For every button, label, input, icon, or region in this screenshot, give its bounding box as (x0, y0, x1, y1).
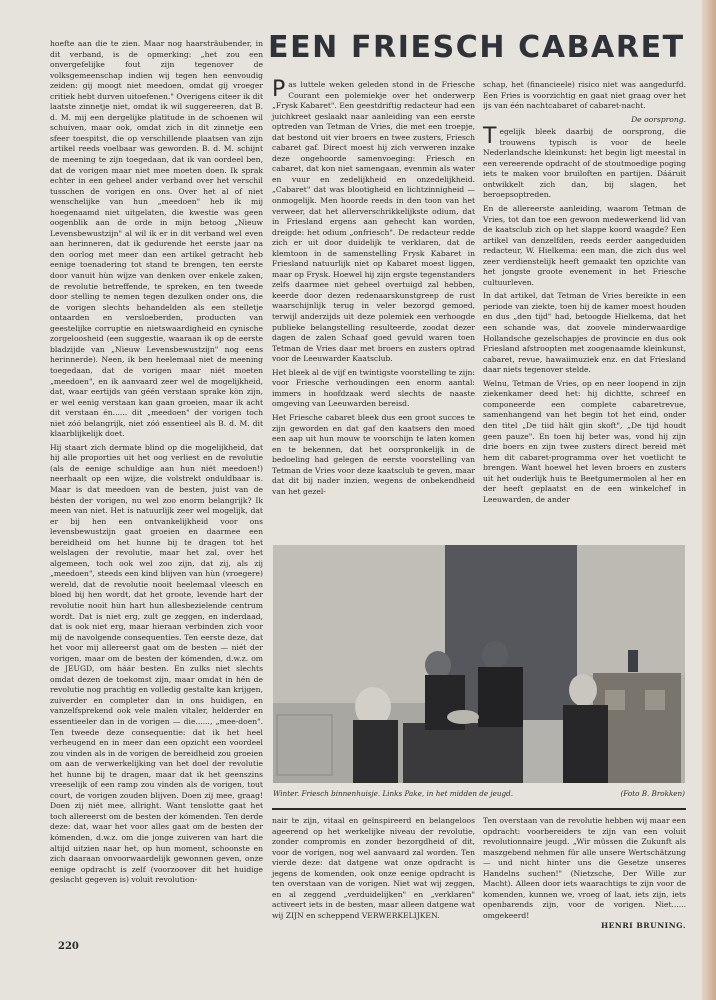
middle-paragraph: Pas luttele weken geleden stond in de Friesche Courant een polemiekje over het onderwerp „Frysk Kabaret". Een geestdriftig redacteur had een juichkreet geslaakt naar aanleiding van een eerste optreden van Tetman de Vries, die met een troepje, dat bestond uit vier broers en twee zusters, Friesch cabaret gaf. Direct moest hij zich verweren inzake deze ongehoorde samenvoeging: Friesch en cabaret, dat kon niet samengaan, evenmin als water en vuur en zedelijkheid en onzedelijkheid. „Cabaret" dat was blootigheid en lichtzinnigheid — onmogelijk. Men hoorde reeds in den toon van het verweer, dat het allerverschrikkelijkste odium, dat in Friesland ergens aan gehecht kan worden, dreigde: het odium „onfriesch". De redacteur redde zich er uit door duidelijk te verklaren, dat de klemtoon in de samenstelling Frysk Kabaret in Friesland natuurlijk niet op Kabaret moest liggen, maar op Frysk. Hoewel hij zijn ergste tegenstanders zelfs daarmee niet geheel overtuigd zal hebben, keerde door dezen redenaarskunstgreep de rust waarschijnlijk terug in veler bezorgd gemoed, terwijl anderzijds uit deze polemiek een verhoogde publieke belangstelling resulteerde, zoodat dezer dagen de zalen Schaaf goed gevuld waren toen Tetman de Vries daar met broers en zusters optrad voor de Leeuwarder Kaatsclub. (272, 77, 475, 364)
right-intro: schap, het (financieele) risico niet was aangedurfd. Een Fries is voorzichtig en gaat niet graag over het ijs van één nachtcabaret of cabaret-nacht. (483, 80, 686, 111)
right-paragraph: Tegelijk bleek daarbij de oorsprong, die trouwens typisch is voor de heele Nederlandsche kleinkunst: het begin ligt meestal in een vereerende opdracht of de stoutmoedige poging iets te maken voor bruiloften en partijen. Dááruit ontwikkelt zich dan, bij slagen, het beroepsoptreden. (483, 124, 686, 200)
right-paragraph: In dat artikel, dat Tetman de Vries bereikte in een periode van ziekte, toen hij de kamer moest houden en dus „den tijd" had, betoogde Hielkema, dat het een schande was, dat zoovele minderwaardige Hollandsche gezelschapjes de provincie en dus ook Friesland afstroopten met zoogenaamde kleinkunst, cabaret, revue, hawaiimuziek enz. en dat Friesland daar niets tegenover stelde. (483, 291, 686, 375)
page-edge (702, 0, 716, 1000)
drop-cap: T (483, 124, 497, 150)
photo-scene (273, 545, 685, 783)
page-number: 220 (58, 941, 79, 952)
photo-caption (273, 789, 685, 798)
bottom-middle-column (272, 816, 475, 921)
caption-text: Winter. Friesch binnenhuisje. Links Pake, in het midden de jeugd. (273, 789, 513, 798)
bottom-middle-paragraph: nair te zijn, vitaal en geïnspireerd en belangeloos ageerend op het werkelijke niveau der revolutie, zonder compromis en zonder bezorgdheid of dit, voor de vorigen, nog wel aanvaard zal worden. Ten vierde deze: dat datgene wat onze opdracht is jegens de komenden, ook onze eenige opdracht is ten overstaan van de vorigen. Niet wat wij zeggen, en al zeggend „verduidelijken" en „verklaren" activeert iets in de besten, maar alleen datgene wat wij ZIJN en scheppend VERWERKELIJKEN. (272, 816, 475, 920)
bottom-right-column (483, 816, 686, 932)
bottom-right-paragraph: Ten overstaan van de revolutie hebben wij maar een opdracht: voorbereiders te zijn van een voluit revolutionnaire jeugd. „Wir müssen die Zukunft als maszgebend nehmen für alle unsere Wertschätzung — und nicht hinter uns die Gesetze unseres Handelns suchen!" (Nietzsche, Der Wille zur Macht). Alleen door iets waarachtigs te zijn voor de komenden, kunnen we, vroeg of laat, iets zijn, iets openbarends zijn, voor de vorigen. Niet...... omgekeerd! (483, 816, 686, 920)
left-column (50, 39, 263, 886)
photo-credit: (Foto B. Brokken) (620, 789, 685, 798)
left-paragraph: Hij staart zich dermate blind op die mogelijkheid, dat hij alle proporties uit het oog verliest en de revolutie (als de eenige schuldige aan hun niét meedoen!) neerhaalt op een wijze, die volstrekt onduldbaar is. Maar is dat meedoen van de besten, juist van de bésten der vorigen, nu wel zoo enorm belangrijk? Ik meen van niet. Het is natuurlijk zeer wel mogelijk, dat er bij hen een ontvankelijkheid voor ons levensbewustzijn gaat groeien en daarmee een bereidheid om het hunne bij te dragen tot het welslagen der revolutie, maar het zal, over het algemeen, toch ook wel zoo zijn, dat zij, als zij „meedoen", steeds een kind blijven van hùn (vroegere) wereld, dat de revolutie nooit heelemaal vleesch en bloed bij hen wordt, dat het groote, levende hart der revolutie nooit hùn hart hun allesbezielende centrum wordt. Dat is niet erg, zult ge zeggen, en inderdaad, dat is ook niet erg, maar hieraan verbinden zich voor mij de navolgende consequenties. Ten eerste deze, dat het voor mij allereerst gaat om de besten — niét der vorigen, maar om de besten der kómenden, d.w.z. om de JEUGD, om háár besten. En zulks niet slechts omdat dezen de toekomst zijn, maar omdat in hén de revolutie nog prachtig en volledig gestalte kan krijgen, zuiverder en completer dan in ons huidigen, en vanzelfsprekend ook vele malen vitaler, helderder en essentieeler dan in de vorigen — die......, „mee-doen". Ten tweede deze consequentie: dat ik het heel verheugend en in meer dan een opzicht een voordeel zou vinden als in de vorigen de bereidheid zou groeien om aan de verwerkelijking van het doel der revolutie het hunne bij te dragen, maar dat ik het geenszins vreeselijk of een ramp zou vinden als de vorigen, tout court, de vorigen zouden blijven. Doen zij mee, graag! Doen zij niét mee, allright. Want tenslotte gaat het toch allereerst om de besten der kómenden. Ten derde deze: dat, waar het voor alles gaat om de besten der kómenden, d.w.z. om die jonge zuiveren van hart die altijd uitzien naar het, op hun moment, schoonste en zich daaraan onvoorwaardelijk gewonnen geven, onze eenige opdracht is zelf (voorzoover dit het huidige geslacht gegeven is) voluit revolution- (50, 442, 263, 885)
right-column (483, 80, 686, 505)
left-paragraph: hoefte aan die te zien. Maar nog haarsträubender, in dit verband, is de opmerking: „het zou een onvergefelijke fout zijn tegenover de volksgemeenschap indien wij tegen hen eenvoudig zeiden: gij moogt niet meedoen, omdat gij vroeger critiek hebt durven uitoefenen." Overigens citeer ik dit laatste zinnetje niet, omdat ik wil suggereeren, dat B. d. M. mij een dergelijke platitude in de schoenen wil schuiven, maar ook, omdat zich in dit zinnetje een sfeer toespitst, die op verschillende plaatsen van zijn artikel reeds voelbaar was geworden. B. d. M. schijnt de meening te zijn toegedaan, dat ik van oordeel ben, dat de vorigen maar niet mee moeten doen. Ik sprak echter in een geheel ander verband over het verschil tusschen de vorigen en ons. Over het al of niet wenschelijke van hun „meedoen" heb ik mij hoegenaamd niet uitgelaten, die kwestie was geen oogenblik aan de orde in mijn betoog „Nieuw Levensbewustzijn" al wil ik er in dit verband wel even aan herinneren, dat ik gedurende het eerste jaar na den oorlog met meer dan een artikel getracht heb eenige toenadering tot stand te brengen, ten eerste door vanuit hùn wijze van denken over enkele zaken, de revolutie betreffende, te spreken, en ten tweede door stelling te nemen tegen dezulken onder ons, die de vorigen slechts behandelden als een stelletje ontaarden en versloeberden, producten van geestelijke corruptie en nietswaardigheid en cynische zorgeloosheid (een suggestie, waaraan ik op de eerste bladzijde van „Nieuw Levensbewustzijn" nog eens herinnerde). Neen, ik ben heelemaal niet de meening toegedaan, dat de vorigen maar niét moeten „meedoen", en ik aanvaard zeer wel de mogelijkheid, dat, waar eertijds van géén verstaan sprake kòn zijn, er wel eenig verstaan kan gaan groeien, maar ik acht dit verstaan én...... dit „meedoen" der vorigen toch niet zóó belangrijk, niet zóó essentieel als B. d. M. dit klaarblijkelijk doet. (50, 39, 263, 439)
drop-cap: P (272, 77, 286, 102)
author-signature: HENRI BRUNING. (600, 921, 686, 931)
section-divider (272, 808, 686, 810)
article-title: EEN FRIESCH CABARET (268, 30, 685, 65)
right-paragraph: Welnu, Tetman de Vries, op en neer loopend in zijn ziekenkamer deed het: hij dichtte, schreef en componeerde een complete cabaretrevue, samenhangend van het begin tot het eind, onder den titel „De tiid hâlt gjin skoft", „De tijd houdt geen pauze". En toen hij beter was, vond hij zijn drie boers en zijn twee zusters direct bereid mèt hem dit cabaret-programma over het voetlicht te brengen. Want hoewel het leven broers en zusters uit het ouderlijk huis te Beetgumermolen al her en der heeft geplaatst en de een winkelchef in Leeuwarden, de ander (483, 378, 686, 504)
middle-paragraph: Het Friesche cabaret bleek dus een groot succes te zijn geworden en dat gaf den kaatsers den moed een aap uit hun mouw te voorschijn te laten komen en te bekennen, dat het oorspronkelijk in de bedoeling had gelegen de eerste voorstelling van Tetman de Vries voor deze kaatsclub te geven, maar dat dit bij nader inzien, wegens de onbekendheid van het gezel- (272, 412, 475, 496)
middle-paragraph: Het bleek al de vijf en twintigste voorstelling te zijn: voor Friesche verhoudingen een enorm aantal: immers in hoofdzaak werd slechts de naaste omgeving van Leeuwarden bereisd. (272, 367, 475, 409)
right-paragraph: En de allereerste aanleiding, waarom Tetman de Vries, tot dan toe een gewoon medewerkend lid van de kaatsclub zich op het slappe koord waagde? Een artikel van denzelfden, reeds eerder aangeduiden redacteur, W. Hielkema: een man, die zich dus wel zeer verdienstelijk heeft gemaakt ten opzichte van het jongste groote evenement in het Friesche cultuurleven. (483, 204, 686, 287)
section-subhead: De oorsprong. (631, 114, 686, 124)
middle-column (272, 77, 475, 497)
cabaret-photo (273, 545, 685, 783)
